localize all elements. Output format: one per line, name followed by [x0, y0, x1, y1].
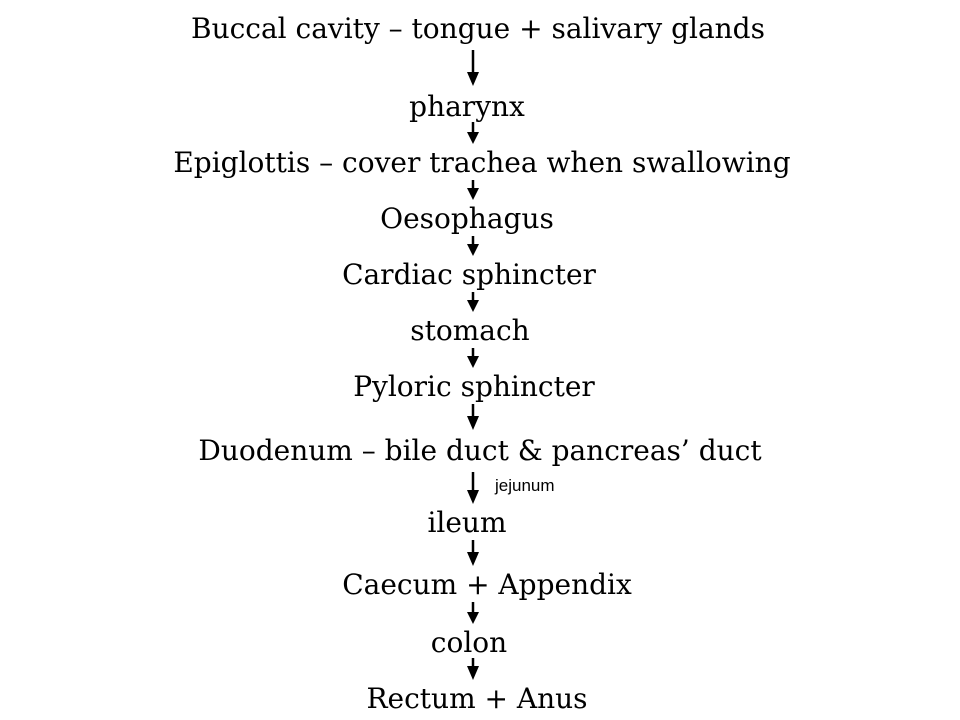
stage-epiglottis: Epiglottis – cover trachea when swallowing [173, 146, 791, 179]
arrow-11 [467, 658, 479, 680]
arrow-7 [467, 404, 479, 430]
stage-oesophagus: Oesophagus [380, 202, 554, 235]
arrow-8 [467, 472, 479, 504]
annotation-jejunum: jejunum [495, 476, 555, 495]
stage-colon: colon [430, 626, 508, 659]
stage-cardiac-sphincter: Cardiac sphincter [342, 258, 596, 291]
arrow-6 [467, 348, 479, 368]
arrow-3 [467, 180, 479, 200]
arrow-9 [467, 540, 479, 566]
stage-pyloric-sphincter: Pyloric sphincter [353, 370, 595, 403]
stage-buccal-cavity: Buccal cavity – tongue + salivary glands [191, 12, 765, 45]
arrow-10 [467, 602, 479, 624]
stage-caecum-appendix: Caecum + Appendix [342, 568, 632, 601]
stage-rectum-anus: Rectum + Anus [366, 682, 588, 715]
arrow-5 [467, 292, 479, 312]
arrow-4 [467, 236, 479, 256]
arrow-1 [467, 50, 479, 86]
stage-ileum: ileum [427, 506, 507, 539]
arrow-2 [467, 122, 479, 144]
stage-duodenum: Duodenum – bile duct & pancreas’ duct [198, 434, 762, 467]
stage-pharynx: pharynx [409, 90, 525, 123]
stage-stomach: stomach [410, 314, 530, 347]
